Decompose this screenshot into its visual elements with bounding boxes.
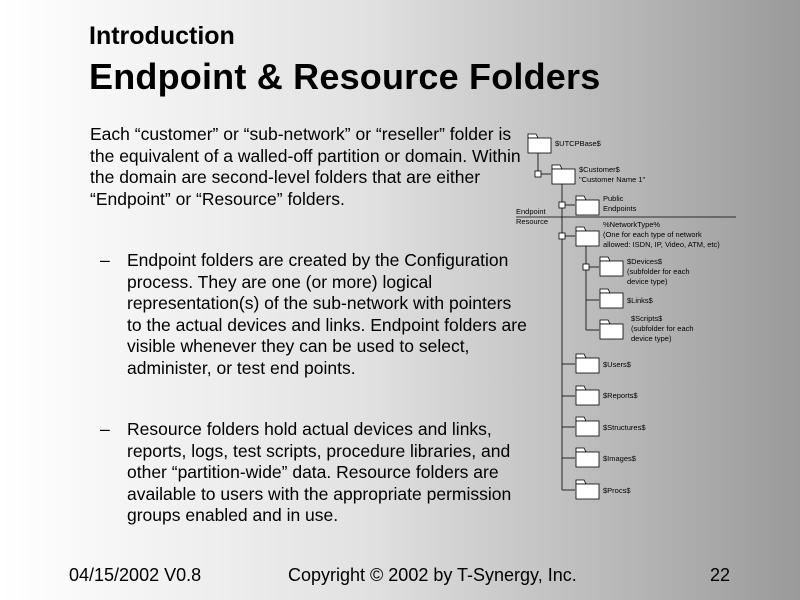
bullet-text: Endpoint folders are created by the Configuration process. They are one (or more) logical representation(s) of the sub-network with pointers to the actual devices and links. Endpoint folders are visible whenever they can be used to select, administer, or test end points.	[127, 250, 527, 378]
folder-label-public: Public	[603, 194, 624, 203]
folder-icon	[576, 480, 599, 499]
endpoint-side-label: Endpoint	[516, 207, 546, 216]
folder-label-devices-note: device type)	[627, 277, 668, 286]
folder-icon	[528, 134, 551, 153]
folder-icon	[576, 448, 599, 467]
folder-label-customer-name: "Customer Name 1"	[579, 175, 646, 184]
folder-label-customer: $Customer$	[579, 165, 620, 174]
folder-label-endpoints: Endpoints	[603, 204, 637, 213]
bullet-dash: –	[100, 419, 110, 439]
folder-icon	[600, 289, 623, 308]
folder-label-structures: $Structures$	[603, 423, 646, 432]
section-heading: Introduction	[89, 22, 235, 50]
slide-title: Endpoint & Resource Folders	[89, 56, 601, 97]
folder-icon	[576, 386, 599, 405]
folder-label-links: $Links$	[627, 296, 653, 305]
folder-label-reports: $Reports$	[603, 391, 638, 400]
folder-label-devices-note: (subfolder for each	[627, 267, 690, 276]
folder-icon	[576, 227, 599, 246]
folder-label-devices: $Devices$	[627, 257, 663, 266]
bullet-dash: –	[100, 250, 110, 270]
intro-paragraph: Each “customer” or “sub-network” or “reseller” folder is the equivalent of a walled-off partition or domain. Within the domain are second-level folders that are either “Endpoint” or “Resource” folders.	[90, 124, 521, 209]
folder-icon	[600, 320, 623, 339]
footer-page-number: 22	[710, 565, 731, 585]
folder-label-users: $Users$	[603, 360, 631, 369]
folder-label-utcpbase: $UTCPBase$	[555, 139, 601, 148]
folder-label-scripts: $Scripts$	[631, 314, 663, 323]
folder-icon	[552, 165, 575, 184]
folder-label-networktype-note: (One for each type of network	[603, 230, 702, 239]
folder-label-networktype-note: allowed: ISDN, IP, Video, ATM, etc)	[603, 240, 720, 249]
folder-icon	[576, 196, 599, 215]
bullet-text: Resource folders hold actual devices and links, reports, logs, test scripts, procedure libraries, and other “partition-wide” data. Resource folders are available to users with the appropriate permission groups enabled and in use.	[127, 419, 512, 525]
folder-icon	[576, 417, 599, 436]
folder-label-scripts-note: device type)	[631, 334, 672, 343]
folder-label-scripts-note: (subfolder for each	[631, 324, 694, 333]
folder-label-images: $Images$	[603, 454, 636, 463]
footer-copyright: Copyright © 2002 by T-Synergy, Inc.	[288, 565, 577, 585]
folder-label-procs: $Procs$	[603, 486, 631, 495]
footer-date: 04/15/2002 V0.8	[69, 565, 202, 585]
folder-icon	[600, 257, 623, 276]
folder-label-networktype: %NetworkType%	[603, 220, 661, 229]
folder-icon	[576, 354, 599, 373]
resource-side-label: Resource	[516, 217, 549, 226]
